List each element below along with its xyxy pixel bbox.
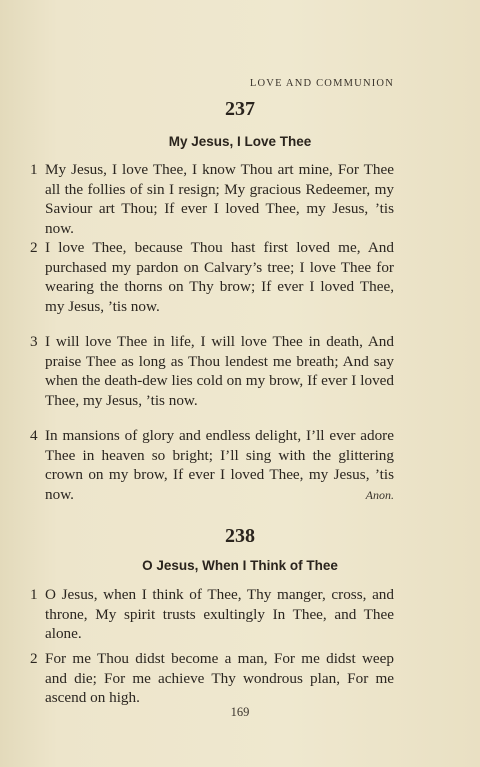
verse-number: 1 <box>30 161 38 178</box>
verse <box>30 238 394 316</box>
verse-number: 1 <box>30 586 38 603</box>
verse-number: 2 <box>30 239 38 256</box>
verse-number: 4 <box>30 427 38 444</box>
hymn-number: 237 <box>225 98 255 120</box>
hymn-author: Anon. <box>365 488 394 502</box>
verse <box>30 426 394 504</box>
verse <box>30 585 394 644</box>
page-number: 169 <box>230 705 250 719</box>
hymn-title: O Jesus, When I Think of Thee <box>142 558 338 573</box>
hymn-title: My Jesus, I Love Thee <box>168 134 312 149</box>
verse-number: 2 <box>30 650 38 667</box>
verse-number: 3 <box>30 333 38 350</box>
verse-text: My Jesus, I love Thee, I know Thou art mine, For Thee all the follies of sin I resign; My gracious Redeemer, my Saviour art Thou; If ever I loved Thee, my Jesus, ’tis now. <box>45 161 394 237</box>
verse-text: For me Thou didst become a man, For me didst weep and die; For me achieve Thy wondrous plan, For me ascend on high. <box>45 650 394 706</box>
verse <box>30 160 394 238</box>
verse-text: In mansions of glory and endless delight, I’ll ever adore Thee in heaven so bright; I’ll sing with the glittering crown on my brow, If ever I loved Thee, my Jesus, ’tis now. <box>45 427 394 503</box>
verse-text: I will love Thee in life, I will love Thee in death, And praise Thee as long as Thou lendest me breath; And say when the death-dew lies cold on my brow, If ever I loved Thee, my Jesus, ’tis now. <box>45 333 394 409</box>
verse-text: I love Thee, because Thou hast first loved me, And purchased my pardon on Calvary’s tree; I love Thee for wearing the thorns on Thy brow; If ever I loved Thee, my Jesus, ’tis now. <box>45 239 394 315</box>
section-header: LOVE AND COMMUNION <box>249 78 394 89</box>
verse <box>30 649 394 708</box>
verse <box>30 332 394 410</box>
verse-text: O Jesus, when I think of Thee, Thy manger, cross, and throne, My spirit trusts exultingly In Thee, and Thee alone. <box>45 586 394 642</box>
hymn-number: 238 <box>225 525 255 547</box>
